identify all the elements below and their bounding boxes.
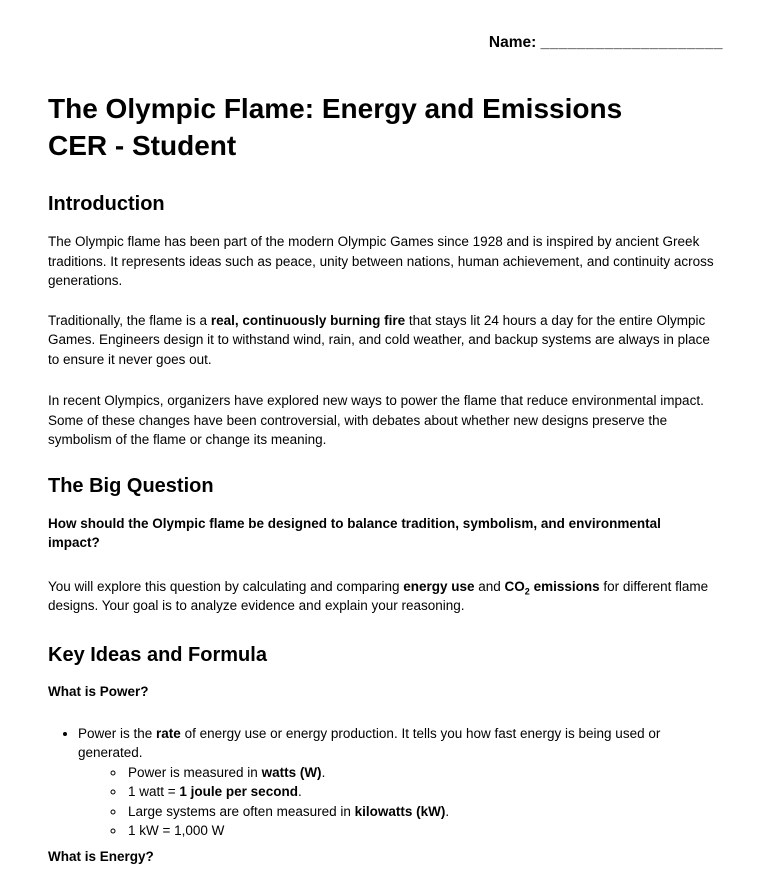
bold-text-segment: rate: [156, 725, 181, 741]
intro-paragraph-1: The Olympic flame has been part of the modern Olympic Games since 1928 and is inspired by ancient Greek traditions. It represents ideas such as peace, unity between nations, human achievement, and continuity across generations.: [48, 234, 714, 288]
bold-text-segment: [504, 578, 600, 597]
document-title-line2: CER - Student: [48, 130, 237, 161]
intro-paragraph-2: [48, 311, 723, 370]
list-item: [126, 763, 723, 783]
section-heading-big-question: The Big Question: [48, 474, 214, 497]
bold-text-segment: energy use: [403, 578, 475, 594]
intro-paragraph-3: In recent Olympics, organizers have explored new ways to power the flame that reduce environmental impact. Some of these changes have been controversial, with debates about whether new designs preserve the symbolism of the flame or change its meaning.: [48, 393, 704, 447]
text-segment: .: [445, 803, 450, 819]
text-segment: Traditionally, the flame is a: [48, 312, 211, 328]
list-item: [126, 782, 723, 802]
text-segment: .: [297, 784, 302, 799]
text-segment: and: [474, 578, 505, 594]
name-field-row: [48, 33, 723, 53]
power-bullet-list: [48, 724, 723, 841]
document-title: [48, 90, 723, 164]
name-label: Name:: [488, 34, 537, 51]
text-segment: Power is measured in: [128, 764, 262, 780]
text-segment: .: [321, 764, 326, 780]
section-heading-key-ideas: Key Ideas and Formula: [48, 643, 267, 666]
co2-base: CO: [504, 578, 525, 594]
subheading-what-is-energy: What is Energy?: [48, 848, 154, 864]
list-item: ◦ 1 kW = 1,000 W: [126, 821, 723, 841]
document-title-line1: The Olympic Flame: Energy and Emissions: [48, 93, 623, 124]
emissions-text: emissions: [529, 578, 600, 594]
power-sub-bullet-list: [78, 763, 723, 841]
co2-subscript: 2: [524, 586, 530, 597]
bold-text-segment: watts (W): [261, 764, 322, 780]
text-segment: Large systems are often measured in: [128, 803, 355, 819]
big-question-text: How should the Olympic flame be designed to balance tradition, symbolism, and environmental impact?: [48, 515, 661, 550]
text-segment: of energy use or energy production. It tells you how fast energy is being used or generated.: [78, 725, 661, 760]
section-heading-introduction: Introduction: [48, 193, 165, 215]
list-item: [126, 802, 723, 822]
text-segment: You will explore this question by calculating and comparing: [48, 578, 404, 594]
text-segment: 1 watt =: [128, 784, 180, 799]
bold-text-segment: real, continuously burning fire: [210, 312, 406, 328]
text-segment: Power is the: [78, 725, 157, 741]
bold-text-segment: 1 joule per second: [179, 784, 298, 799]
subheading-what-is-power: What is Power?: [48, 683, 149, 699]
text-segment: that stays lit 24 hours a day for the entire Olympic Games. Engineers design it to withstand wind, rain, and cold weather, and backup systems are always in place to ensure it never goes out.: [48, 312, 710, 367]
list-item: [78, 724, 723, 841]
text-segment: for different flame designs. Your goal is to analyze evidence and explain your reasoning.: [48, 578, 709, 613]
bold-text-segment: kilowatts (kW): [354, 803, 446, 819]
name-blank-line: ____________________: [540, 34, 723, 51]
big-question-paragraph: [48, 577, 723, 616]
